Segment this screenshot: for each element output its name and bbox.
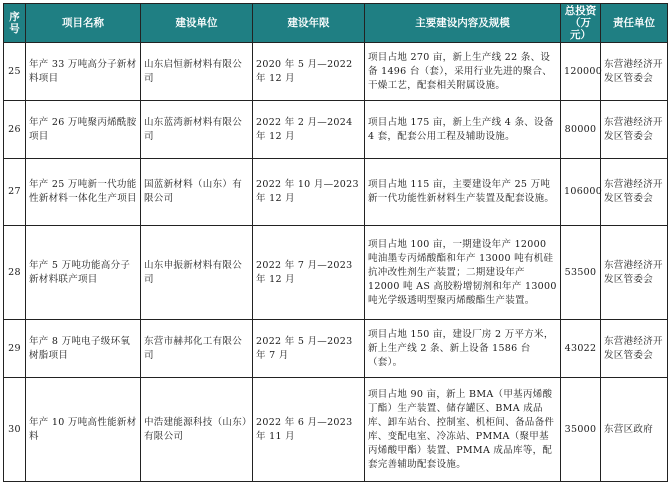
table-row	[4, 43, 668, 101]
row-unit: 东营市赫邦化工有限公司	[141, 320, 253, 378]
row-period: 2022 年 5 月—2023 年 7 月	[253, 320, 365, 378]
row-content: 项目占地 90 亩，新上 BMA（甲基丙烯酸丁酯）生产装置、储存罐区、BMA 成品库、卸车站台、控制室、机柜间、备品备件库、变配电室、冷冻站、PMMA（聚甲基丙烯酸甲酯）装置、PMMA 成品库等，配套完善辅助配套设施。	[365, 378, 561, 482]
row-unit: 山东蓝湾新材料有限公司	[141, 101, 253, 159]
row-period: 2022 年 10 月—2023 年 12 月	[253, 159, 365, 226]
row-no: 30	[4, 378, 26, 482]
table-row	[4, 320, 668, 378]
row-investment: 120000	[561, 43, 601, 101]
header-unit: 建设单位	[141, 4, 253, 43]
row-no: 25	[4, 43, 26, 101]
row-content: 项目占地 175 亩，新上生产线 4 条、设备 4 套，配套公用工程及辅助设施。	[365, 101, 561, 159]
row-no: 29	[4, 320, 26, 378]
table-row	[4, 226, 668, 320]
row-responsible: 东营港经济开发区管委会	[601, 226, 668, 320]
row-responsible: 东营港经济开发区管委会	[601, 320, 668, 378]
row-investment: 80000	[561, 101, 601, 159]
row-name: 年产 33 万吨高分子新材料项目	[26, 43, 141, 101]
header-period: 建设年限	[253, 4, 365, 43]
row-investment: 35000	[561, 378, 601, 482]
row-unit: 山东启恒新材料有限公司	[141, 43, 253, 101]
row-content: 项目占地 115 亩，主要建设年产 25 万吨新一代功能性新材料生产装置及配套设施。	[365, 159, 561, 226]
header-responsible: 责任单位	[601, 4, 668, 43]
row-responsible: 东营港经济开发区管委会	[601, 43, 668, 101]
row-period: 2022 年 2 月—2024 年 12 月	[253, 101, 365, 159]
row-name: 年产 8 万吨电子级环氧树脂项目	[26, 320, 141, 378]
row-name: 年产 5 万吨功能高分子新材料联产项目	[26, 226, 141, 320]
row-period: 2022 年 7 月—2023 年 12 月	[253, 226, 365, 320]
row-content: 项目占地 100 亩，一期建设年产 12000 吨油墨专丙烯酸酯和年产 13000 吨有机硅抗冲改性剂生产装置；二期建设年产 12000 吨 AS 高胶粉增韧剂和年产 13000 吨光学级透明型聚丙烯酸酯生产装置。	[365, 226, 561, 320]
row-responsible: 东营港经济开发区管委会	[601, 159, 668, 226]
project-table	[3, 3, 668, 482]
row-unit: 山东申振新材料有限公司	[141, 226, 253, 320]
row-period: 2022 年 6 月—2023 年 11 月	[253, 378, 365, 482]
header-name: 项目名称	[26, 4, 141, 43]
table-row	[4, 101, 668, 159]
row-period: 2020 年 5 月—2022 年 12 月	[253, 43, 365, 101]
row-investment: 43022	[561, 320, 601, 378]
row-name: 年产 26 万吨聚丙烯酰胺项目	[26, 101, 141, 159]
header-no: 序号	[4, 4, 26, 43]
row-content: 项目占地 270 亩，新上生产线 22 条、设备 1496 台（套），采用行业先进的聚合、干燥工艺，配套相关附属设施。	[365, 43, 561, 101]
row-unit: 中浩建能源科技（山东）有限公司	[141, 378, 253, 482]
table-row	[4, 159, 668, 226]
row-unit: 国蓝新材料（山东）有限公司	[141, 159, 253, 226]
header-content: 主要建设内容及规模	[365, 4, 561, 43]
row-name: 年产 25 万吨新一代功能性新材料一体化生产项目	[26, 159, 141, 226]
row-responsible: 东营港经济开发区管委会	[601, 101, 668, 159]
header-row	[4, 4, 668, 43]
row-investment: 106000	[561, 159, 601, 226]
row-name: 年产 10 万吨高性能新材料	[26, 378, 141, 482]
row-investment: 53500	[561, 226, 601, 320]
table-row	[4, 378, 668, 482]
row-no: 28	[4, 226, 26, 320]
header-investment: 总投资（万元）	[561, 4, 601, 43]
row-content: 项目占地 150 亩，建设厂房 2 万平方米，新上生产线 2 条、新上设备 1586 台（套）。	[365, 320, 561, 378]
row-responsible: 东营区政府	[601, 378, 668, 482]
row-no: 27	[4, 159, 26, 226]
row-no: 26	[4, 101, 26, 159]
